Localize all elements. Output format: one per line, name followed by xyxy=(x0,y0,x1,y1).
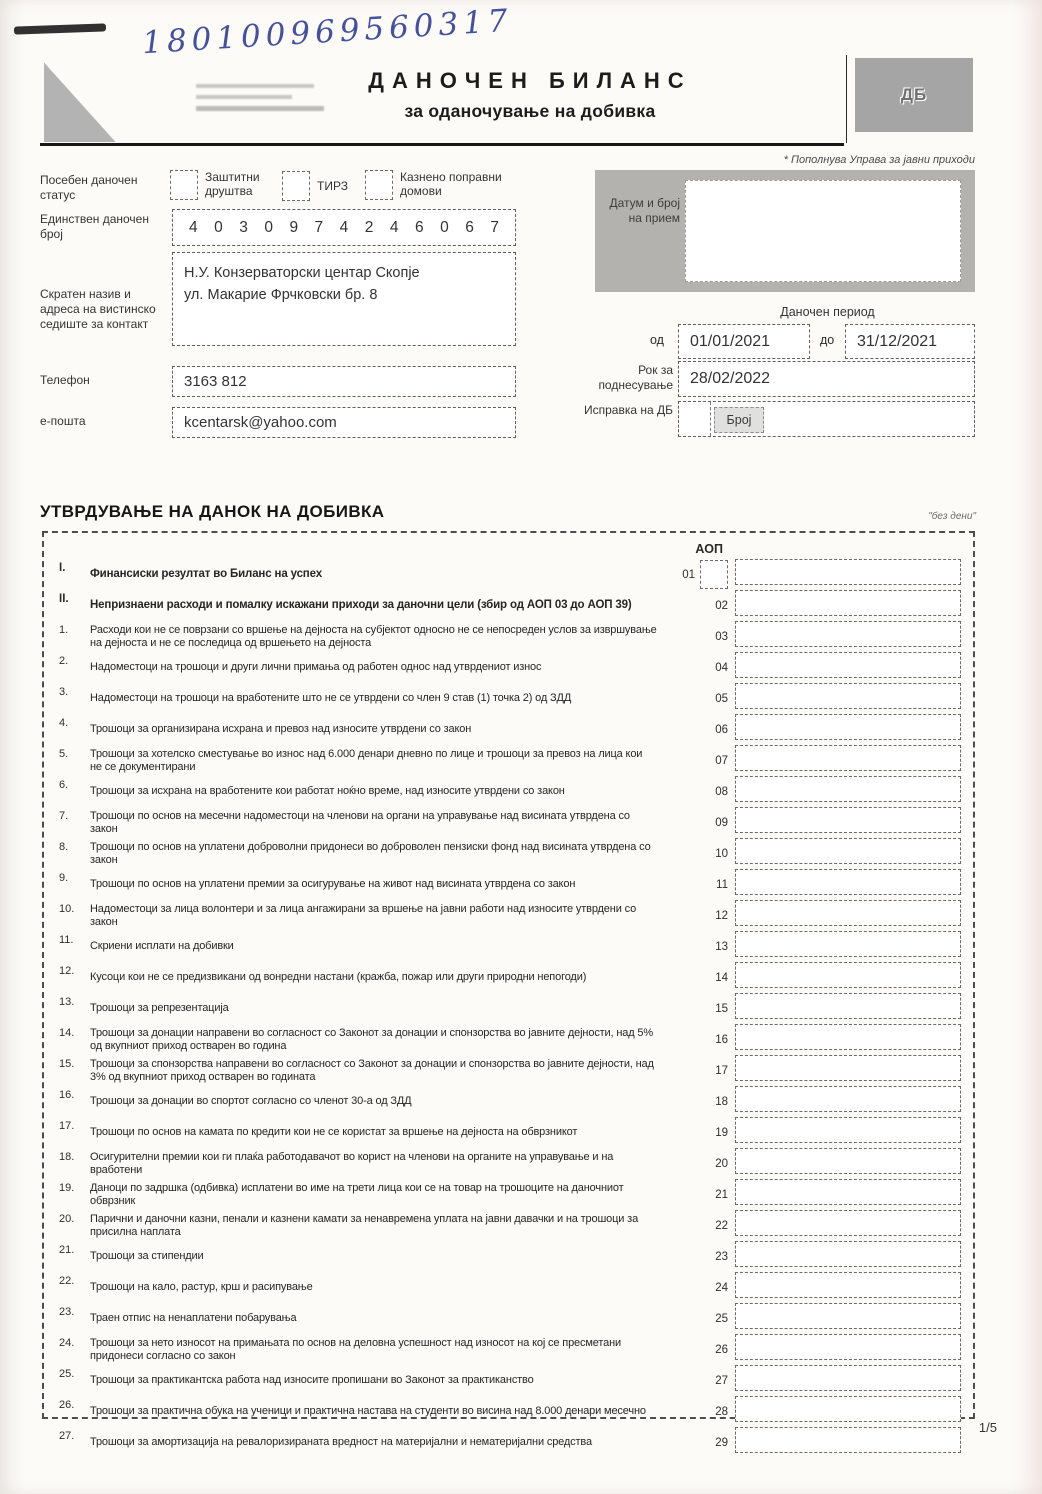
table-row xyxy=(44,1148,973,1179)
row-description: Трошоци по основ на уплатени доброволни придонеси во доброволен пензиски фонд над висината утврдена со закон xyxy=(90,841,651,866)
aop-code: 28 xyxy=(715,1405,728,1418)
aop-column-header: АОП xyxy=(695,542,723,556)
amount-input[interactable] xyxy=(735,1086,961,1112)
row-aop-cell xyxy=(669,1096,735,1108)
aop-code: 08 xyxy=(715,785,728,798)
row-description: Трошоци по основ на месечни надоместоци на членови на органи на управување над висината утврдена со закон xyxy=(90,810,630,835)
special-status-label: Посебен даночен статус xyxy=(40,173,138,202)
row-number: 10. xyxy=(59,903,75,915)
scan-artifact xyxy=(14,23,106,34)
amount-cell xyxy=(735,900,973,931)
row-description: Трошоци за стипендии xyxy=(90,1250,204,1263)
amount-cell xyxy=(735,807,973,838)
row-description: Осигурителни премии кои ги плаќа работодавачот во корист на членови на органите на управување и на вработени xyxy=(90,1151,614,1176)
amount-input[interactable] xyxy=(735,776,961,802)
row-aop-cell xyxy=(669,1189,735,1201)
table-row xyxy=(44,1210,973,1241)
amount-cell xyxy=(735,776,973,807)
row-number: 23. xyxy=(59,1306,75,1318)
amount-input[interactable] xyxy=(735,1241,961,1267)
amount-input[interactable] xyxy=(735,869,961,895)
status-option-label: Заштитни друштва xyxy=(205,170,260,198)
amount-cell xyxy=(735,1427,973,1458)
row-number: 5. xyxy=(59,748,69,760)
email-input[interactable]: kcentarsk@yahoo.com xyxy=(172,407,516,438)
amount-input[interactable] xyxy=(735,807,961,833)
amount-cell xyxy=(735,683,973,714)
amount-input[interactable] xyxy=(735,1210,961,1236)
aop-code: 21 xyxy=(715,1188,728,1201)
amount-cell xyxy=(735,838,973,869)
row-aop-cell xyxy=(669,1220,735,1232)
status-option xyxy=(365,170,530,200)
row-number: 26. xyxy=(59,1399,75,1411)
row-description: Трошоци за амортизација на ревалоризираната вредност на материјални и нематеријални средства xyxy=(90,1436,592,1449)
status-checkbox[interactable] xyxy=(365,170,393,200)
row-number: 21. xyxy=(59,1244,75,1256)
table-row xyxy=(44,838,973,869)
row-number: 19. xyxy=(59,1182,75,1194)
page-number: 1/5 xyxy=(978,1420,997,1435)
aop-code: 12 xyxy=(715,909,728,922)
tax-digit: 6 xyxy=(465,218,474,236)
row-number: II. xyxy=(59,593,69,605)
aop-code: 17 xyxy=(715,1064,728,1077)
table-row xyxy=(44,869,973,900)
tax-digit: 7 xyxy=(490,218,499,236)
tax-digit: 4 xyxy=(339,218,349,236)
amount-input[interactable] xyxy=(735,1179,961,1205)
row-number: 12. xyxy=(59,965,75,977)
table-row xyxy=(44,1179,973,1210)
aop-code: 22 xyxy=(715,1219,728,1232)
logo-smallprint-illegible xyxy=(196,84,324,118)
amount-input[interactable] xyxy=(735,962,961,988)
row-description: Трошоци по основ на камата по кредити кои не се користат за вршење на дејноста на обврзникот xyxy=(90,1126,578,1139)
row-aop-cell xyxy=(669,879,735,891)
amount-input[interactable] xyxy=(735,931,961,957)
row-number: 4. xyxy=(59,717,69,729)
amount-input[interactable] xyxy=(735,838,961,864)
ujp-logo xyxy=(44,62,116,142)
amount-input[interactable] xyxy=(735,745,961,771)
aop-code: 15 xyxy=(715,1002,728,1015)
amount-input[interactable] xyxy=(735,1427,961,1453)
row-number: I. xyxy=(59,562,66,574)
aop-code: 10 xyxy=(715,847,728,860)
row-aop-cell xyxy=(669,1344,735,1356)
table-row xyxy=(44,1241,973,1272)
amount-cell xyxy=(735,559,973,590)
table-row xyxy=(44,621,973,652)
amount-cell xyxy=(735,1241,973,1272)
row-aop-cell xyxy=(669,1034,735,1046)
amount-input[interactable] xyxy=(735,1365,961,1391)
row-description: Траен отпис на ненаплатени побарувања xyxy=(90,1312,297,1325)
table-row xyxy=(44,1365,973,1396)
table-row xyxy=(44,1396,973,1427)
amount-cell xyxy=(735,745,973,776)
amount-cell xyxy=(735,993,973,1024)
row-description: Непризнаени расходи и помалку искажани приходи за даночни цели (збир од АОП 03 до АОП 39) xyxy=(90,599,632,612)
aop-code: 26 xyxy=(715,1343,728,1356)
amount-cell xyxy=(735,652,973,683)
row-aop-cell xyxy=(669,662,735,674)
tax-number-input[interactable] xyxy=(172,209,516,246)
row-number: 15. xyxy=(59,1058,75,1070)
company-address: ул. Макарие Фрчковски бр. 8 xyxy=(184,287,378,303)
table-row xyxy=(44,931,973,962)
row-description: Трошоци за донации во спортот согласно со членот 30-а од ЗДД xyxy=(90,1095,412,1108)
aop-code: 25 xyxy=(715,1312,728,1325)
tax-digit: 3 xyxy=(239,218,248,236)
row-number: 3. xyxy=(59,686,69,698)
row-number: 20. xyxy=(59,1213,75,1225)
amount-cell xyxy=(735,1272,973,1303)
row-aop-cell xyxy=(669,724,735,736)
amount-cell xyxy=(735,1210,973,1241)
table-row xyxy=(44,590,973,621)
handwritten-registration-number: 180100969560317 xyxy=(141,2,514,62)
table-row xyxy=(44,993,973,1024)
table-row xyxy=(44,1055,973,1086)
amount-cell xyxy=(735,869,973,900)
amount-cell xyxy=(735,962,973,993)
badge-frame-line xyxy=(846,55,847,143)
aop-code: 03 xyxy=(715,630,728,643)
status-option xyxy=(282,170,348,202)
row-aop-cell xyxy=(669,755,735,767)
aop-code: 14 xyxy=(715,971,728,984)
amount-input[interactable] xyxy=(735,590,961,616)
correction-label: Исправка на ДБ xyxy=(583,403,673,417)
aop-code: 06 xyxy=(715,723,728,736)
section-title: УТВРДУВАЊЕ НА ДАНОК НА ДОБИВКА xyxy=(40,502,385,521)
company-name: Н.У. Конзерваторски центар Скопје xyxy=(184,265,420,281)
row-description: Трошоци за спонзорства направени во согласност со Законот за донации и спонзорства во јавните дејности, над 3% од вкупниот приход остварен во годината xyxy=(90,1058,654,1083)
row-aop-cell xyxy=(669,941,735,953)
tax-period-title: Даночен период xyxy=(780,305,875,319)
aop-code: 20 xyxy=(715,1157,728,1170)
amount-input[interactable] xyxy=(735,652,961,678)
row-aop-cell xyxy=(669,560,735,589)
tax-digit: 7 xyxy=(314,218,324,236)
row-aop-cell xyxy=(669,1375,735,1387)
table-row xyxy=(44,776,973,807)
amount-cell xyxy=(735,1086,973,1117)
amount-cell xyxy=(735,714,973,745)
table-row xyxy=(44,683,973,714)
amount-input[interactable] xyxy=(735,1334,961,1360)
aop-code: 09 xyxy=(715,816,728,829)
tax-digit: 0 xyxy=(440,218,449,236)
row-description: Надоместоци на трошоци и други лични примања од работен однос над утврдениот износ xyxy=(90,661,542,674)
tax-digit: 9 xyxy=(289,218,299,236)
table-row xyxy=(44,714,973,745)
row-aop-cell xyxy=(669,972,735,984)
table-row xyxy=(44,1303,973,1334)
period-from-input[interactable]: 01/01/2021 xyxy=(678,324,810,359)
amount-input[interactable] xyxy=(735,1024,961,1050)
tax-digit: 4 xyxy=(389,218,399,236)
row-description: Финансиски резултат во Биланс на успех xyxy=(90,568,322,581)
amount-input[interactable] xyxy=(735,1303,961,1329)
deadline-label: Рок за поднесување xyxy=(598,363,673,392)
row-description: Трошоци за практична обука на ученици и практична настава на студенти во висина над 8.000 денари месечно xyxy=(90,1405,646,1418)
db-form-code-badge: ДБ xyxy=(855,58,973,132)
row-description: Даноци по задршка (одбивка) исплатени во име на трети лица кои се на товар на трошоците на даночниот обврзник xyxy=(90,1182,624,1207)
row-description: Расходи кои не се поврзани со вршење на дејноста на субјектот односно не се непосреден услов за извршување на дејноста и не се последица од вршењето на дејноста xyxy=(90,624,657,649)
row-description: Трошоци за исхрана на вработените кои работат ноќно време, над износите утврдени со закон xyxy=(90,785,565,798)
tax-digit: 6 xyxy=(414,218,424,236)
amount-input[interactable] xyxy=(735,683,961,709)
email-label: е-пошта xyxy=(40,414,86,428)
table-row xyxy=(44,1272,973,1303)
status-option xyxy=(170,170,277,200)
aop-code: 13 xyxy=(715,940,728,953)
table-row xyxy=(44,1086,973,1117)
row-number: 17. xyxy=(59,1120,75,1132)
table-row xyxy=(44,1024,973,1055)
status-checkbox[interactable] xyxy=(170,170,198,200)
period-to-label: до xyxy=(820,333,835,347)
period-from-label: од xyxy=(650,333,664,347)
table-row xyxy=(44,652,973,683)
row-number: 2. xyxy=(59,655,69,667)
receipt-label: Датум и број на прием xyxy=(609,196,680,225)
amount-input[interactable] xyxy=(735,559,961,585)
tax-digit: 2 xyxy=(364,218,374,236)
amount-input[interactable] xyxy=(735,1148,961,1174)
row-aop-cell xyxy=(669,1158,735,1170)
row-description: Надоместоци на трошоци на вработените што не се утврдени со член 9 став (1) точка 2) од ЗДД xyxy=(90,692,572,705)
name-address-input[interactable] xyxy=(172,252,516,346)
row-number: 16. xyxy=(59,1089,75,1101)
amount-cell xyxy=(735,931,973,962)
tax-digit: 0 xyxy=(264,218,273,236)
row-aop-cell xyxy=(669,910,735,922)
row-number: 1. xyxy=(59,624,69,636)
phone-label: Телефон xyxy=(40,373,90,387)
row-aop-cell xyxy=(669,786,735,798)
aop-code: 02 xyxy=(715,599,728,612)
deadline-input[interactable]: 28/02/2022 xyxy=(678,361,975,397)
row-number: 22. xyxy=(59,1275,75,1287)
row-number: 25. xyxy=(59,1368,75,1380)
row-description: Трошоци на кало, растур, крш и расипување xyxy=(90,1281,313,1294)
tax-number-label: Единствен даночен број xyxy=(40,212,149,241)
table-row xyxy=(44,962,973,993)
row-description: Трошоци по основ на уплатени премии за осигурување на живот над висината утврдена со закон xyxy=(90,878,576,891)
amount-input[interactable] xyxy=(735,900,961,926)
row-description: Кусоци кои не се предизвикани од вонредни настани (кражба, пожар или други природни непогоди) xyxy=(90,971,587,984)
amount-cell xyxy=(735,1334,973,1365)
row-aop-cell xyxy=(669,1127,735,1139)
row-aop-cell xyxy=(669,1437,735,1449)
aop-mini-box[interactable] xyxy=(700,560,728,589)
table-row xyxy=(44,1427,973,1458)
row-aop-cell xyxy=(669,600,735,612)
period-to-input[interactable]: 31/12/2021 xyxy=(845,324,975,359)
row-number: 11. xyxy=(59,934,74,946)
correction-number-chip: Број xyxy=(714,407,764,433)
aop-code: 04 xyxy=(715,661,728,674)
row-description: Трошоци за практикантска работа над износите пропишани во Законот за практиканство xyxy=(90,1374,534,1387)
tax-determination-table xyxy=(42,531,975,1449)
aop-code: 27 xyxy=(715,1374,728,1387)
row-aop-cell xyxy=(669,1282,735,1294)
row-aop-cell xyxy=(669,1313,735,1325)
aop-code: 19 xyxy=(715,1126,728,1139)
table-row xyxy=(44,1334,973,1365)
amount-cell xyxy=(735,1117,973,1148)
name-address-label: Скратен назив и адреса на вистинско седиште за контакт xyxy=(40,287,156,331)
row-aop-cell xyxy=(669,631,735,643)
amount-cell xyxy=(735,1055,973,1086)
aop-code: 29 xyxy=(715,1436,728,1449)
amount-cell xyxy=(735,590,973,621)
correction-input[interactable] xyxy=(678,401,975,437)
tax-digit: 4 xyxy=(189,218,198,236)
aop-code: 07 xyxy=(715,754,728,767)
unit-note: "без дени" xyxy=(928,511,976,522)
row-number: 7. xyxy=(59,810,69,822)
receipt-input[interactable] xyxy=(685,180,961,282)
row-number: 14. xyxy=(59,1027,75,1039)
row-number: 6. xyxy=(59,779,69,791)
amount-input[interactable] xyxy=(735,993,961,1019)
aop-code: 23 xyxy=(715,1250,728,1263)
row-number: 24. xyxy=(59,1337,75,1349)
correction-checkbox[interactable] xyxy=(679,402,711,436)
aop-code: 18 xyxy=(715,1095,728,1108)
status-option-label: Казнено поправни домови xyxy=(400,170,502,198)
amount-input[interactable] xyxy=(735,714,961,740)
amount-cell xyxy=(735,1024,973,1055)
phone-input[interactable]: 3163 812 xyxy=(172,366,516,397)
tax-digit: 0 xyxy=(214,218,223,236)
header-divider xyxy=(40,143,844,146)
row-number: 18. xyxy=(59,1151,75,1163)
row-aop-cell xyxy=(669,1251,735,1263)
amount-input[interactable] xyxy=(735,1117,961,1143)
form-subtitle: за оданочување на добивка xyxy=(404,101,656,121)
aop-code: 05 xyxy=(715,692,728,705)
amount-cell xyxy=(735,1303,973,1334)
admin-only-note: * Пополнува Управа за јавни приходи xyxy=(783,154,975,166)
row-aop-cell xyxy=(669,848,735,860)
aop-code: 11 xyxy=(716,878,728,891)
row-aop-cell xyxy=(669,1003,735,1015)
row-description: Парични и даночни казни, пенали и казнени камати за ненавремена уплата на јавни давачки и на трошоци за присилна наплата xyxy=(90,1213,639,1238)
table-header-row xyxy=(44,539,973,559)
row-description: Трошоци за нето износот на примањата по основ на деловна успешност над износот на кој се пресметани придонеси согласно со закон xyxy=(90,1337,622,1362)
table-row xyxy=(44,745,973,776)
row-description: Скриени исплати на добивки xyxy=(90,940,234,953)
amount-input[interactable] xyxy=(735,1272,961,1298)
amount-input[interactable] xyxy=(735,621,961,647)
row-description: Надоместоци за лица волонтери и за лица ангажирани за вршење на јавни работи над износите утврдени со закон xyxy=(90,903,637,928)
amount-cell xyxy=(735,1148,973,1179)
amount-cell xyxy=(735,621,973,652)
row-description: Трошоци за донации направени во согласност со Законот за донации и спонзорства во јавните дејности, над 5% од вкупниот приход остварен во година xyxy=(90,1027,654,1052)
amount-cell xyxy=(735,1365,973,1396)
row-number: 13. xyxy=(59,996,75,1008)
aop-code: 01 xyxy=(682,568,695,581)
row-number: 27. xyxy=(59,1430,75,1442)
row-description: Трошоци за организирана исхрана и превоз над износите утврдени со закон xyxy=(90,723,472,736)
row-description: Трошоци за репрезентација xyxy=(90,1002,229,1015)
table-row xyxy=(44,1117,973,1148)
aop-code: 24 xyxy=(715,1281,728,1294)
row-description: Трошоци за хотелско сместување во износ над 6.000 денари дневно по лице и трошоци за превоз на лица кои не се документирани xyxy=(90,748,643,773)
form-title: ДАНОЧЕН БИЛАНС xyxy=(368,68,692,93)
row-aop-cell xyxy=(669,693,735,705)
row-aop-cell xyxy=(669,1065,735,1077)
amount-input[interactable] xyxy=(735,1055,961,1081)
row-number: 8. xyxy=(59,841,69,853)
amount-cell xyxy=(735,1396,973,1427)
row-aop-cell xyxy=(669,1406,735,1418)
amount-cell xyxy=(735,1179,973,1210)
table-row xyxy=(44,807,973,838)
table-row xyxy=(44,900,973,931)
table-row xyxy=(44,559,973,590)
amount-input[interactable] xyxy=(735,1396,961,1422)
aop-code: 16 xyxy=(715,1033,728,1046)
row-number: 9. xyxy=(59,872,69,884)
row-aop-cell xyxy=(669,817,735,829)
status-option-label: ТИРЗ xyxy=(317,179,348,193)
status-checkbox[interactable] xyxy=(282,171,310,201)
